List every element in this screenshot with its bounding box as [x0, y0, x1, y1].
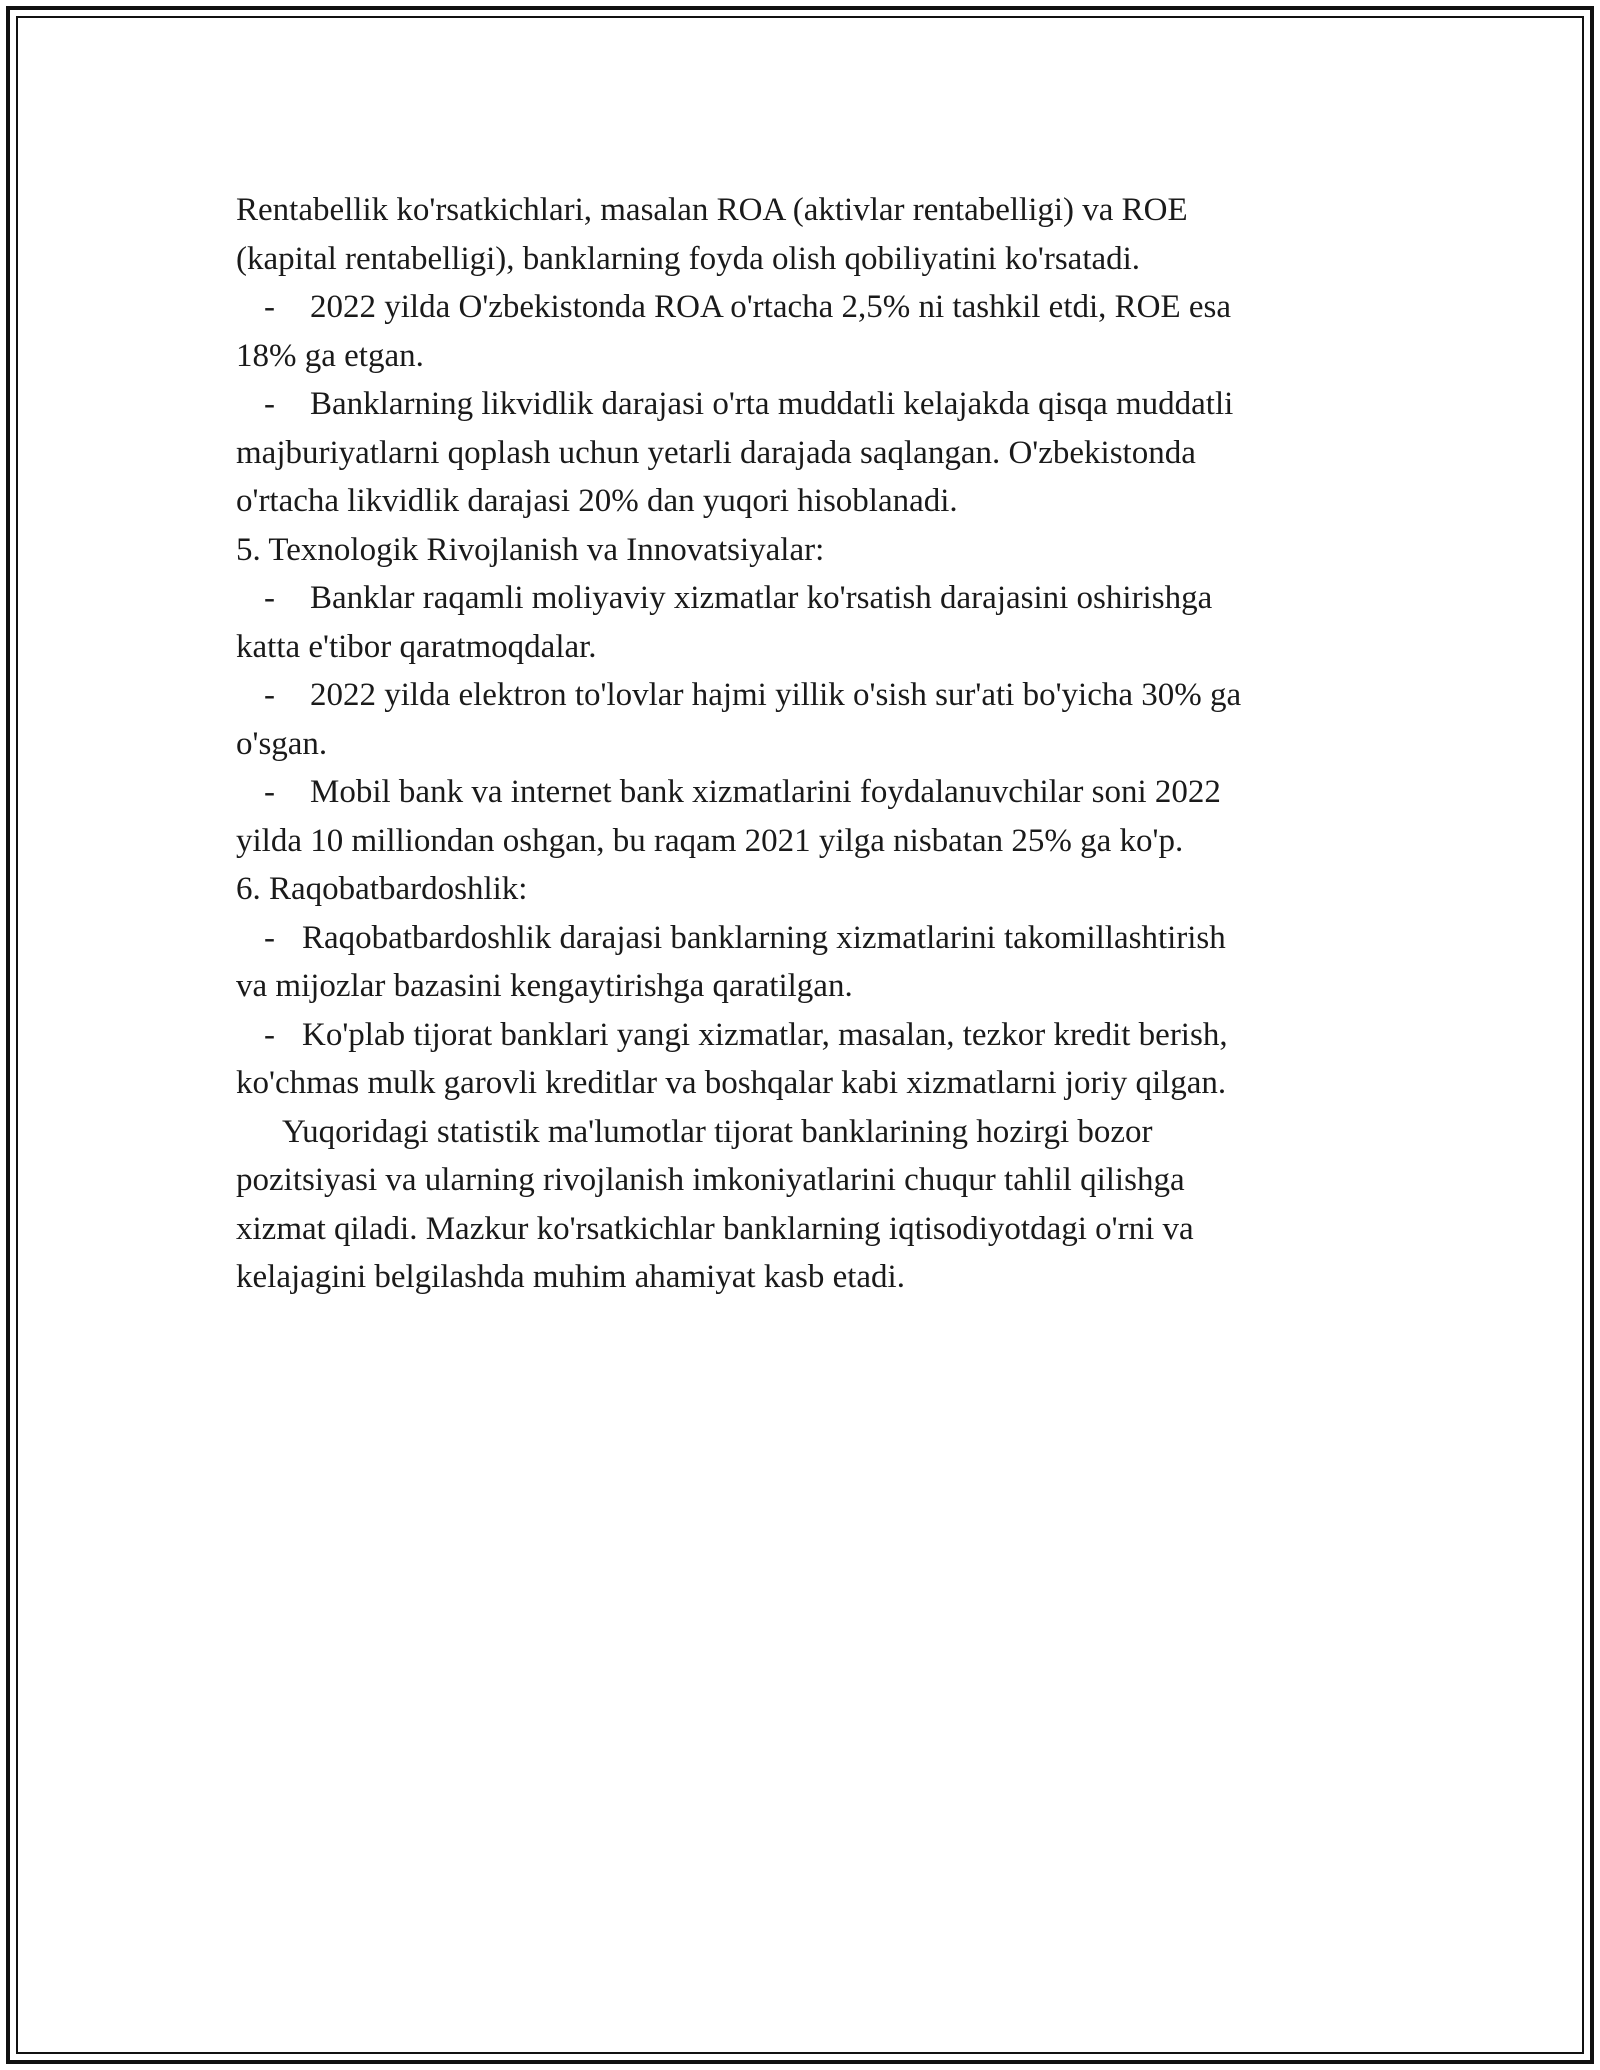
line-text: kelajagini belgilashda muhim ahamiyat kasb etadi. [236, 1259, 905, 1295]
bullet-line [236, 380, 1366, 429]
bullet-line [236, 574, 1366, 623]
bullet-dash: - [264, 580, 275, 616]
body-line [236, 1253, 1366, 1302]
line-text: 6. Raqobatbardoshlik: [236, 871, 528, 907]
line-text: Yuqoridagi statistik ma'lumotlar tijorat banklarining hozirgi bozor [282, 1113, 1153, 1150]
line-text: 2022 yilda elektron to'lovlar hajmi yillik o'sish sur'ati bo'yicha 30% ga [310, 677, 1242, 713]
body-line [236, 962, 1366, 1011]
body-line [236, 235, 1366, 284]
body-line [236, 477, 1366, 526]
body-line [236, 186, 1366, 235]
body-line [236, 817, 1366, 866]
line-text: va mijozlar bazasini kengaytirishga qaratilgan. [236, 968, 853, 1004]
bullet-line [236, 768, 1366, 817]
body-line [236, 429, 1366, 478]
body-line [236, 623, 1366, 672]
bullet-line [236, 914, 1366, 963]
line-text: yilda 10 milliondan oshgan, bu raqam 2021 yilga nisbatan 25% ga ko'p. [236, 822, 1184, 859]
line-text: Mobil bank va internet bank xizmatlarini foydalanuvchilar soni 2022 [310, 774, 1221, 810]
body-line [236, 332, 1366, 381]
line-text: 2022 yilda O'zbekistonda ROA o'rtacha 2,5% ni tashkil etdi, ROE esa [310, 289, 1232, 325]
body-line [236, 720, 1366, 769]
line-text: o'rtacha likvidlik darajasi 20% dan yuqori hisoblanadi. [236, 483, 958, 519]
line-text: 18% ga etgan. [236, 337, 424, 374]
body-line [236, 1059, 1366, 1108]
line-text: 5. Texnologik Rivojlanish va Innovatsiyalar: [236, 531, 825, 568]
line-text: Ko'plab tijorat banklari yangi xizmatlar, masalan, tezkor kredit berish, [302, 1016, 1228, 1053]
line-text: Raqobatbardoshlik darajasi banklarning xizmatlarini takomillashtirish [302, 919, 1226, 956]
bullet-line [236, 1011, 1366, 1060]
body-line [236, 1156, 1366, 1205]
document-body [236, 186, 1366, 1302]
line-text: katta e'tibor qaratmoqdalar. [236, 628, 597, 665]
line-text: Banklar raqamli moliyaviy xizmatlar ko'rsatish darajasini oshirishga [310, 580, 1213, 616]
bullet-dash: - [264, 386, 275, 422]
line-text: o'sgan. [236, 725, 328, 762]
bullet-dash: - [264, 919, 275, 956]
line-text: majburiyatlarni qoplash uchun yetarli darajada saqlangan. O'zbekistonda [236, 434, 1196, 471]
paragraph-first-line [236, 1108, 1366, 1157]
bullet-dash: - [264, 289, 275, 325]
line-text: Banklarning likvidlik darajasi o'rta muddatli kelajakda qisqa muddatli [310, 386, 1234, 422]
bullet-dash: - [264, 774, 275, 810]
section-heading [236, 865, 1366, 914]
line-text: Rentabellik ko'rsatkichlari, masalan ROA (aktivlar rentabelligi) va ROE [236, 192, 1188, 228]
section-heading [236, 526, 1366, 575]
bullet-line [236, 671, 1366, 720]
bullet-dash: - [264, 1016, 275, 1053]
body-line [236, 1205, 1366, 1254]
line-text: ko'chmas mulk garovli kreditlar va boshqalar kabi xizmatlarni joriy qilgan. [236, 1065, 1227, 1101]
line-text: xizmat qiladi. Mazkur ko'rsatkichlar banklarning iqtisodiyotdagi o'rni va [236, 1210, 1194, 1247]
bullet-dash: - [264, 677, 275, 713]
bullet-line [236, 283, 1366, 332]
line-text: pozitsiyasi va ularning rivojlanish imkoniyatlarini chuqur tahlil qilishga [236, 1162, 1185, 1198]
line-text: (kapital rentabelligi), banklarning foyda olish qobiliyatini ko'rsatadi. [236, 240, 1141, 277]
